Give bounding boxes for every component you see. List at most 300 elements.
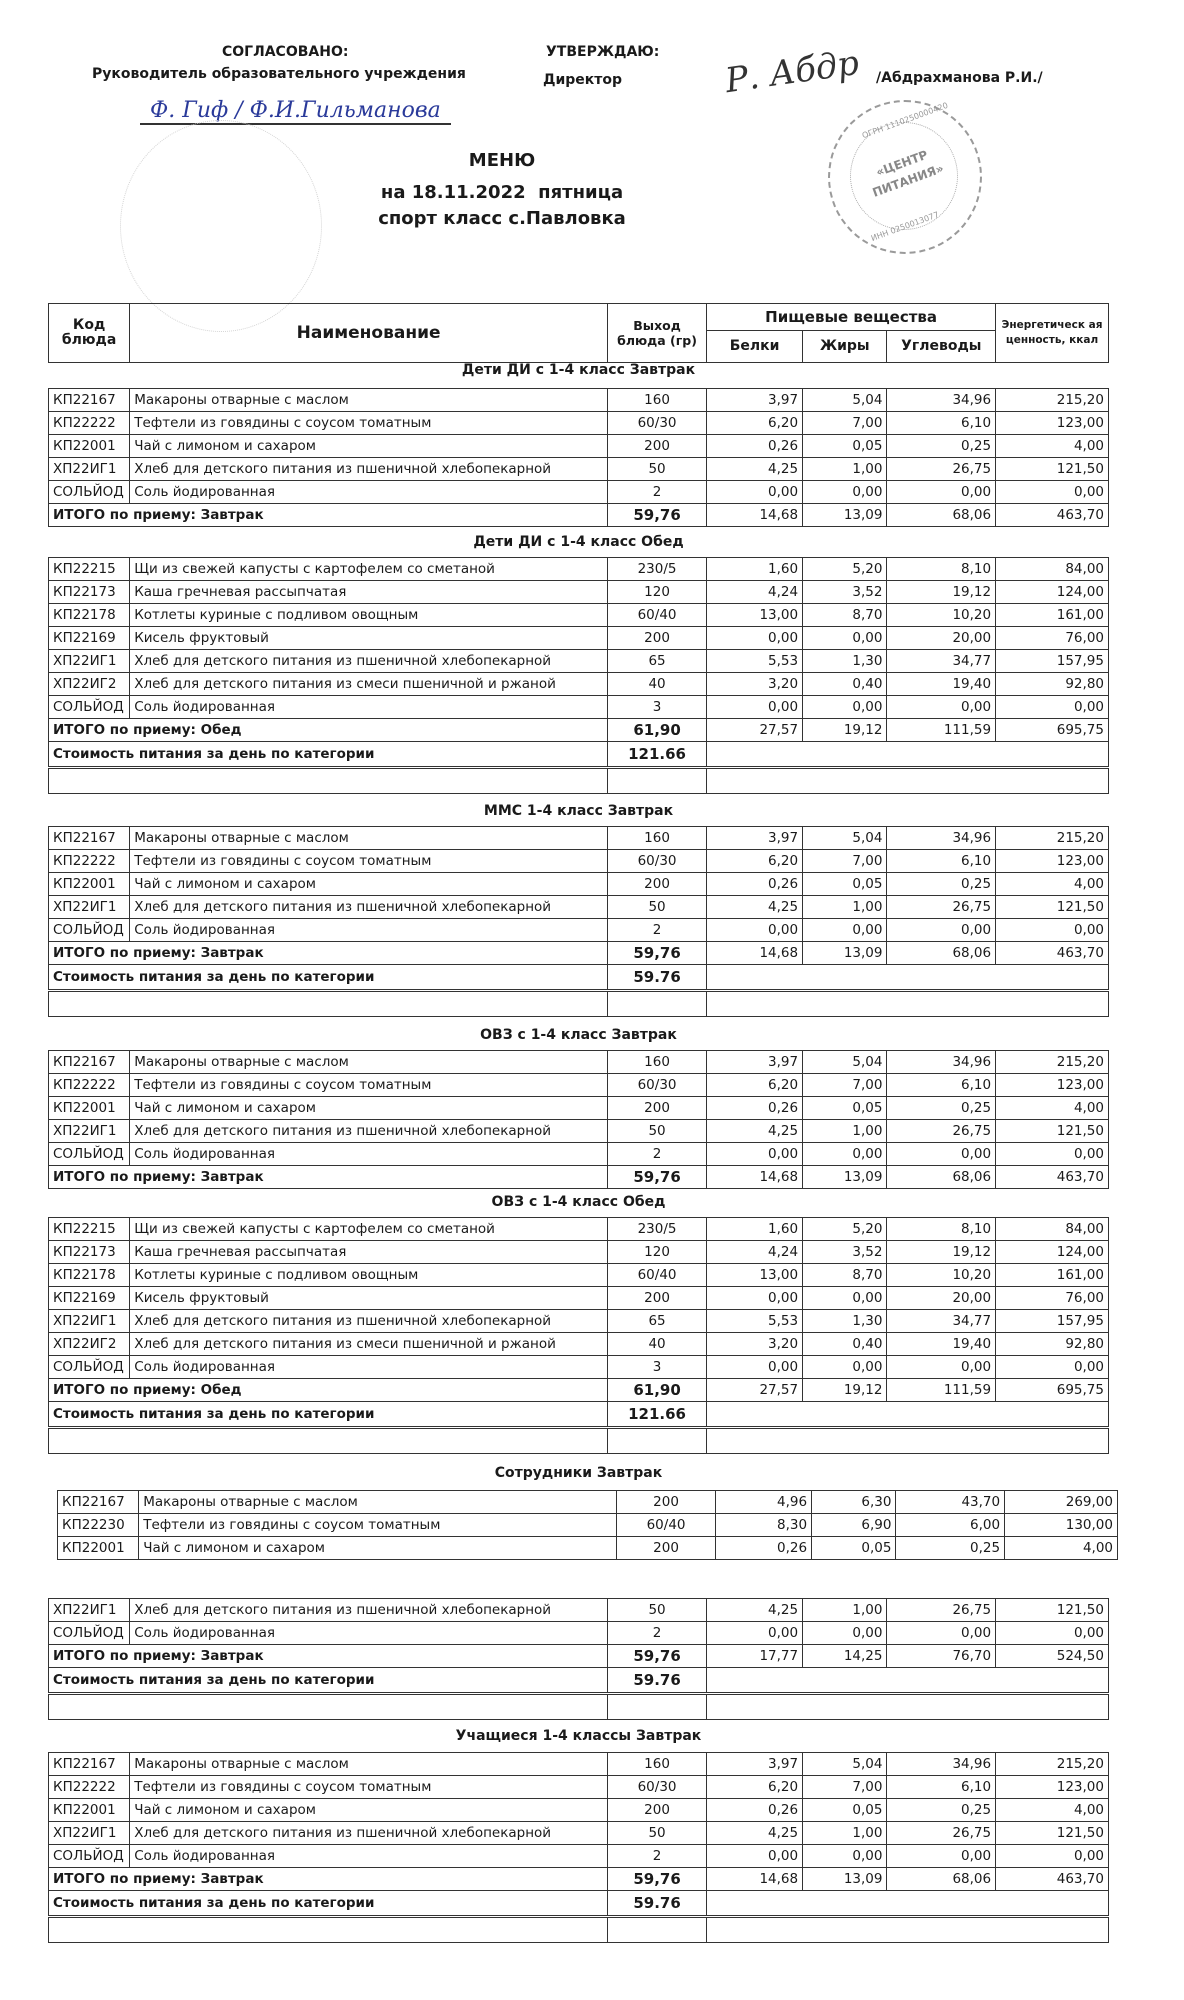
cost-value: 59.76 bbox=[607, 965, 706, 991]
dish-name: Соль йодированная bbox=[130, 1845, 608, 1868]
dish-carbs: 26,75 bbox=[887, 1120, 996, 1143]
dish-energy: 0,00 bbox=[996, 919, 1109, 942]
total-label: ИТОГО по приему: Завтрак bbox=[49, 504, 608, 527]
dish-fat: 0,00 bbox=[803, 919, 887, 942]
dish-carbs: 26,75 bbox=[887, 1599, 996, 1622]
dish-fat: 6,90 bbox=[812, 1514, 896, 1537]
dish-code: КП22001 bbox=[49, 873, 130, 896]
dish-name: Соль йодированная bbox=[130, 696, 608, 719]
dish-output: 50 bbox=[607, 1120, 706, 1143]
total-value: 59,76 bbox=[607, 1166, 706, 1189]
table-row bbox=[49, 696, 1109, 719]
dish-fat: 0,00 bbox=[803, 1622, 887, 1645]
table-row bbox=[49, 1599, 1109, 1622]
dish-code: КП22167 bbox=[49, 389, 130, 412]
dish-energy: 4,00 bbox=[996, 435, 1109, 458]
total-value: 68,06 bbox=[887, 1868, 996, 1891]
dish-code: СОЛЬЙОД bbox=[49, 1143, 130, 1166]
section-title: Учащиеся 1-4 классы Завтрак bbox=[455, 1728, 702, 1744]
dish-code: КП22222 bbox=[49, 850, 130, 873]
total-value: 463,70 bbox=[996, 1868, 1109, 1891]
table-row bbox=[58, 1514, 1118, 1537]
table-row bbox=[49, 389, 1109, 412]
dish-name: Кисель фруктовый bbox=[130, 1287, 608, 1310]
dish-fat: 6,30 bbox=[812, 1491, 896, 1514]
dish-fat: 7,00 bbox=[803, 1074, 887, 1097]
dish-name: Щи из свежей капусты с картофелем со сметаной bbox=[130, 558, 608, 581]
dish-carbs: 19,12 bbox=[887, 581, 996, 604]
dish-code: КП22230 bbox=[58, 1514, 139, 1537]
table-row bbox=[49, 1264, 1109, 1287]
dish-code: КП22222 bbox=[49, 1776, 130, 1799]
dish-carbs: 0,00 bbox=[887, 1845, 996, 1868]
dish-code: ХП22ИГ1 bbox=[49, 896, 130, 919]
dish-fat: 3,52 bbox=[803, 581, 887, 604]
dish-name: Чай с лимоном и сахаром bbox=[139, 1537, 617, 1560]
dish-output: 2 bbox=[607, 481, 706, 504]
dish-energy: 121,50 bbox=[996, 896, 1109, 919]
dish-carbs: 26,75 bbox=[887, 1822, 996, 1845]
dish-carbs: 20,00 bbox=[887, 1287, 996, 1310]
dish-carbs: 34,96 bbox=[887, 1753, 996, 1776]
stamp bbox=[828, 100, 982, 254]
dish-protein: 0,00 bbox=[707, 1356, 803, 1379]
table-row bbox=[49, 1333, 1109, 1356]
dish-fat: 1,00 bbox=[803, 1599, 887, 1622]
dish-output: 40 bbox=[607, 1333, 706, 1356]
dish-name: Чай с лимоном и сахаром bbox=[130, 435, 608, 458]
table-row bbox=[49, 1241, 1109, 1264]
section-table bbox=[48, 557, 1109, 794]
dish-protein: 13,00 bbox=[707, 604, 803, 627]
dish-name: Макароны отварные с маслом bbox=[130, 1753, 608, 1776]
dish-energy: 130,00 bbox=[1005, 1514, 1118, 1537]
dish-energy: 0,00 bbox=[996, 696, 1109, 719]
header-fat: Жиры bbox=[803, 331, 887, 363]
dish-code: СОЛЬЙОД bbox=[49, 1356, 130, 1379]
stamp-ogrn: ОГРН 1110250000420 bbox=[860, 100, 950, 141]
dish-fat: 0,05 bbox=[803, 435, 887, 458]
table-row bbox=[49, 1074, 1109, 1097]
section-title: Сотрудники Завтрак bbox=[494, 1465, 663, 1481]
dish-output: 60/30 bbox=[607, 850, 706, 873]
table-row bbox=[49, 1356, 1109, 1379]
total-value: 111,59 bbox=[887, 719, 996, 742]
dish-energy: 121,50 bbox=[996, 458, 1109, 481]
dish-energy: 157,95 bbox=[996, 1310, 1109, 1333]
dish-carbs: 0,25 bbox=[896, 1537, 1005, 1560]
dish-carbs: 0,00 bbox=[887, 919, 996, 942]
dish-fat: 7,00 bbox=[803, 1776, 887, 1799]
total-value: 27,57 bbox=[707, 719, 803, 742]
dish-name: Хлеб для детского питания из пшеничной хлебопекарной bbox=[130, 458, 608, 481]
section-table bbox=[48, 1752, 1109, 1943]
dish-name: Щи из свежей капусты с картофелем со сметаной bbox=[130, 1218, 608, 1241]
dish-protein: 0,00 bbox=[707, 627, 803, 650]
dish-fat: 0,00 bbox=[803, 696, 887, 719]
table-row bbox=[49, 1218, 1109, 1241]
header-code: Код блюда bbox=[49, 304, 130, 363]
section-table bbox=[48, 1217, 1109, 1454]
dish-name: Котлеты куриные с подливом овощным bbox=[130, 604, 608, 627]
total-value: 68,06 bbox=[887, 1166, 996, 1189]
table-row bbox=[49, 1776, 1109, 1799]
dish-output: 3 bbox=[607, 696, 706, 719]
cost-row bbox=[49, 965, 1109, 991]
dish-fat: 0,05 bbox=[803, 1799, 887, 1822]
table-row bbox=[58, 1491, 1118, 1514]
total-label: ИТОГО по приему: Обед bbox=[49, 1379, 608, 1402]
dish-protein: 5,53 bbox=[707, 650, 803, 673]
dish-protein: 4,24 bbox=[707, 1241, 803, 1264]
total-value: 695,75 bbox=[996, 1379, 1109, 1402]
table-row bbox=[49, 873, 1109, 896]
cost-empty bbox=[707, 1891, 1109, 1917]
dish-fat: 0,05 bbox=[812, 1537, 896, 1560]
dish-code: КП22215 bbox=[49, 558, 130, 581]
dish-output: 50 bbox=[607, 1822, 706, 1845]
dish-output: 160 bbox=[607, 1051, 706, 1074]
dish-protein: 3,20 bbox=[707, 673, 803, 696]
dish-carbs: 0,25 bbox=[887, 1799, 996, 1822]
header-energy: Энергетическ ая ценность, ккал bbox=[996, 304, 1109, 363]
dish-name: Чай с лимоном и сахаром bbox=[130, 1097, 608, 1120]
dish-name: Соль йодированная bbox=[130, 481, 608, 504]
table-row bbox=[49, 412, 1109, 435]
blank-row bbox=[49, 768, 1109, 794]
dish-code: ХП22ИГ1 bbox=[49, 1822, 130, 1845]
table-row bbox=[49, 458, 1109, 481]
dish-name: Макароны отварные с маслом bbox=[130, 389, 608, 412]
section-table bbox=[48, 1050, 1109, 1189]
dish-protein: 4,25 bbox=[707, 896, 803, 919]
section-title: ОВЗ с 1-4 класс Завтрак bbox=[480, 1027, 677, 1043]
table-row bbox=[49, 581, 1109, 604]
dish-energy: 84,00 bbox=[996, 558, 1109, 581]
dish-fat: 5,04 bbox=[803, 827, 887, 850]
dish-energy: 121,50 bbox=[996, 1120, 1109, 1143]
dish-code: КП22222 bbox=[49, 1074, 130, 1097]
dish-name: Тефтели из говядины с соусом томатным bbox=[130, 850, 608, 873]
dish-name: Хлеб для детского питания из пшеничной хлебопекарной bbox=[130, 650, 608, 673]
director-name: /Абдрахманова Р.И./ bbox=[876, 70, 1043, 86]
dish-fat: 1,00 bbox=[803, 458, 887, 481]
dish-name: Хлеб для детского питания из пшеничной хлебопекарной bbox=[130, 1120, 608, 1143]
dish-output: 160 bbox=[607, 389, 706, 412]
dish-code: СОЛЬЙОД bbox=[49, 481, 130, 504]
total-row bbox=[49, 719, 1109, 742]
dish-code: КП22178 bbox=[49, 1264, 130, 1287]
section-title: Дети ДИ с 1-4 класс Завтрак bbox=[461, 362, 696, 378]
total-value: 59,76 bbox=[607, 1868, 706, 1891]
dish-code: КП22222 bbox=[49, 412, 130, 435]
dish-name: Макароны отварные с маслом bbox=[130, 827, 608, 850]
dish-code: КП22167 bbox=[49, 827, 130, 850]
total-value: 111,59 bbox=[887, 1379, 996, 1402]
table-row bbox=[49, 558, 1109, 581]
total-value: 695,75 bbox=[996, 719, 1109, 742]
total-row bbox=[49, 504, 1109, 527]
table-row bbox=[49, 627, 1109, 650]
table-row bbox=[49, 896, 1109, 919]
section-table bbox=[48, 1598, 1109, 1720]
section-table bbox=[48, 826, 1109, 1017]
dish-fat: 1,00 bbox=[803, 1822, 887, 1845]
dish-output: 160 bbox=[607, 827, 706, 850]
table-row bbox=[49, 1822, 1109, 1845]
agreed-role: Руководитель образовательного учреждения bbox=[92, 66, 466, 82]
dish-name: Соль йодированная bbox=[130, 919, 608, 942]
dish-protein: 0,00 bbox=[707, 1143, 803, 1166]
blank-row bbox=[49, 1694, 1109, 1720]
dish-code: КП22167 bbox=[49, 1753, 130, 1776]
dish-code: СОЛЬЙОД bbox=[49, 1845, 130, 1868]
agreed-signature: Ф. Гиф / Ф.И.Гильманова bbox=[140, 98, 451, 125]
total-value: 76,70 bbox=[887, 1645, 996, 1668]
stamp-text: «ЦЕНТР ПИТАНИЯ» bbox=[870, 147, 946, 200]
dish-energy: 215,20 bbox=[996, 827, 1109, 850]
dish-protein: 4,25 bbox=[707, 1822, 803, 1845]
dish-output: 2 bbox=[607, 919, 706, 942]
dish-energy: 84,00 bbox=[996, 1218, 1109, 1241]
dish-output: 60/30 bbox=[607, 1074, 706, 1097]
dish-carbs: 26,75 bbox=[887, 896, 996, 919]
total-value: 59,76 bbox=[607, 504, 706, 527]
total-value: 13,09 bbox=[803, 1166, 887, 1189]
dish-carbs: 0,00 bbox=[887, 1622, 996, 1645]
dish-protein: 3,97 bbox=[707, 1753, 803, 1776]
dish-fat: 5,20 bbox=[803, 558, 887, 581]
dish-name: Каша гречневая рассыпчатая bbox=[130, 581, 608, 604]
cost-row bbox=[49, 742, 1109, 768]
dish-name: Хлеб для детского питания из смеси пшеничной и ржаной bbox=[130, 1333, 608, 1356]
dish-code: КП22167 bbox=[49, 1051, 130, 1074]
approve-role: Директор bbox=[543, 72, 623, 88]
dish-carbs: 26,75 bbox=[887, 458, 996, 481]
dish-code: КП22001 bbox=[49, 1799, 130, 1822]
dish-output: 200 bbox=[607, 1799, 706, 1822]
dish-name: Соль йодированная bbox=[130, 1356, 608, 1379]
total-label: ИТОГО по приему: Обед bbox=[49, 719, 608, 742]
dish-output: 230/5 bbox=[607, 558, 706, 581]
dish-name: Соль йодированная bbox=[130, 1143, 608, 1166]
cost-label: Стоимость питания за день по категории bbox=[49, 1891, 608, 1917]
cost-empty bbox=[707, 965, 1109, 991]
table-row bbox=[49, 919, 1109, 942]
dish-code: ХП22ИГ1 bbox=[49, 1599, 130, 1622]
total-label: ИТОГО по приему: Завтрак bbox=[49, 1645, 608, 1668]
dish-name: Чай с лимоном и сахаром bbox=[130, 873, 608, 896]
dish-protein: 0,00 bbox=[707, 1845, 803, 1868]
dish-carbs: 6,10 bbox=[887, 412, 996, 435]
dish-code: КП22173 bbox=[49, 1241, 130, 1264]
dish-name: Хлеб для детского питания из пшеничной хлебопекарной bbox=[130, 1822, 608, 1845]
total-value: 13,09 bbox=[803, 942, 887, 965]
table-row bbox=[58, 1537, 1118, 1560]
dish-code: КП22173 bbox=[49, 581, 130, 604]
dish-protein: 3,97 bbox=[707, 389, 803, 412]
menu-table-header bbox=[48, 303, 1109, 363]
dish-output: 60/40 bbox=[616, 1514, 715, 1537]
cost-label: Стоимость питания за день по категории bbox=[49, 742, 608, 768]
dish-protein: 4,24 bbox=[707, 581, 803, 604]
total-value: 13,09 bbox=[803, 504, 887, 527]
table-row bbox=[49, 1097, 1109, 1120]
section-title: Дети ДИ с 1-4 класс Обед bbox=[473, 534, 684, 550]
dish-output: 50 bbox=[607, 1599, 706, 1622]
approve-label: УТВЕРЖДАЮ: bbox=[546, 44, 660, 60]
dish-name: Каша гречневая рассыпчатая bbox=[130, 1241, 608, 1264]
dish-name: Тефтели из говядины с соусом томатным bbox=[130, 1074, 608, 1097]
dish-carbs: 20,00 bbox=[887, 627, 996, 650]
dish-protein: 4,96 bbox=[716, 1491, 812, 1514]
dish-output: 200 bbox=[607, 435, 706, 458]
dish-fat: 8,70 bbox=[803, 1264, 887, 1287]
dish-carbs: 6,10 bbox=[887, 850, 996, 873]
total-value: 463,70 bbox=[996, 1166, 1109, 1189]
dish-energy: 124,00 bbox=[996, 581, 1109, 604]
blank-row bbox=[49, 991, 1109, 1017]
dish-code: КП22001 bbox=[49, 1097, 130, 1120]
dish-fat: 5,20 bbox=[803, 1218, 887, 1241]
total-value: 59,76 bbox=[607, 942, 706, 965]
dish-protein: 4,25 bbox=[707, 1120, 803, 1143]
dish-carbs: 43,70 bbox=[896, 1491, 1005, 1514]
dish-code: КП22001 bbox=[49, 435, 130, 458]
dish-energy: 0,00 bbox=[996, 481, 1109, 504]
dish-energy: 123,00 bbox=[996, 1776, 1109, 1799]
dish-carbs: 34,96 bbox=[887, 827, 996, 850]
total-row bbox=[49, 1868, 1109, 1891]
cost-label: Стоимость питания за день по категории bbox=[49, 965, 608, 991]
cost-value: 121.66 bbox=[607, 1402, 706, 1428]
cost-row bbox=[49, 1891, 1109, 1917]
total-row bbox=[49, 1645, 1109, 1668]
dish-output: 60/40 bbox=[607, 1264, 706, 1287]
dish-output: 2 bbox=[607, 1622, 706, 1645]
blank-row bbox=[49, 1428, 1109, 1454]
dish-name: Хлеб для детского питания из пшеничной хлебопекарной bbox=[130, 896, 608, 919]
total-value: 59,76 bbox=[607, 1645, 706, 1668]
table-row bbox=[49, 1845, 1109, 1868]
dish-protein: 6,20 bbox=[707, 412, 803, 435]
dish-protein: 1,60 bbox=[707, 558, 803, 581]
dish-energy: 4,00 bbox=[996, 873, 1109, 896]
table-row bbox=[49, 1051, 1109, 1074]
dish-fat: 3,52 bbox=[803, 1241, 887, 1264]
total-row bbox=[49, 1379, 1109, 1402]
dish-energy: 157,95 bbox=[996, 650, 1109, 673]
dish-carbs: 34,77 bbox=[887, 650, 996, 673]
table-row bbox=[49, 481, 1109, 504]
header-nutrients: Пищевые вещества bbox=[707, 304, 996, 331]
section-title: ММС 1-4 класс Завтрак bbox=[483, 803, 674, 819]
total-value: 61,90 bbox=[607, 1379, 706, 1402]
dish-carbs: 0,25 bbox=[887, 1097, 996, 1120]
dish-carbs: 19,40 bbox=[887, 673, 996, 696]
table-row bbox=[49, 827, 1109, 850]
dish-fat: 0,00 bbox=[803, 1287, 887, 1310]
dish-fat: 1,30 bbox=[803, 1310, 887, 1333]
dish-name: Чай с лимоном и сахаром bbox=[130, 1799, 608, 1822]
dish-protein: 5,53 bbox=[707, 1310, 803, 1333]
dish-fat: 5,04 bbox=[803, 1753, 887, 1776]
total-value: 14,25 bbox=[803, 1645, 887, 1668]
cost-row bbox=[49, 1402, 1109, 1428]
dish-output: 50 bbox=[607, 896, 706, 919]
table-row bbox=[49, 1622, 1109, 1645]
dish-output: 2 bbox=[607, 1845, 706, 1868]
dish-energy: 4,00 bbox=[1005, 1537, 1118, 1560]
dish-protein: 0,26 bbox=[707, 435, 803, 458]
dish-carbs: 8,10 bbox=[887, 1218, 996, 1241]
dish-protein: 0,00 bbox=[707, 919, 803, 942]
total-value: 61,90 bbox=[607, 719, 706, 742]
dish-output: 60/30 bbox=[607, 1776, 706, 1799]
dish-name: Макароны отварные с маслом bbox=[130, 1051, 608, 1074]
dish-carbs: 0,25 bbox=[887, 873, 996, 896]
dish-output: 2 bbox=[607, 1143, 706, 1166]
dish-fat: 8,70 bbox=[803, 604, 887, 627]
dish-protein: 0,00 bbox=[707, 481, 803, 504]
dish-output: 160 bbox=[607, 1753, 706, 1776]
total-value: 17,77 bbox=[707, 1645, 803, 1668]
dish-carbs: 34,77 bbox=[887, 1310, 996, 1333]
total-value: 13,09 bbox=[803, 1868, 887, 1891]
dish-protein: 3,97 bbox=[707, 1051, 803, 1074]
dish-name: Тефтели из говядины с соусом томатным bbox=[139, 1514, 617, 1537]
agreed-label: СОГЛАСОВАНО: bbox=[222, 44, 349, 60]
dish-protein: 3,20 bbox=[707, 1333, 803, 1356]
table-row bbox=[49, 1310, 1109, 1333]
dish-protein: 13,00 bbox=[707, 1264, 803, 1287]
dish-carbs: 34,96 bbox=[887, 1051, 996, 1074]
total-value: 19,12 bbox=[803, 719, 887, 742]
dish-carbs: 10,20 bbox=[887, 1264, 996, 1287]
dish-carbs: 0,00 bbox=[887, 696, 996, 719]
dish-code: ХП22ИГ1 bbox=[49, 1120, 130, 1143]
dish-fat: 0,00 bbox=[803, 1845, 887, 1868]
header-protein: Белки bbox=[707, 331, 803, 363]
total-value: 463,70 bbox=[996, 504, 1109, 527]
dish-output: 120 bbox=[607, 1241, 706, 1264]
faint-stamp-mark bbox=[120, 120, 322, 332]
dish-output: 200 bbox=[607, 873, 706, 896]
menu-date: на 18.11.2022 пятница bbox=[380, 182, 624, 203]
dish-code: СОЛЬЙОД bbox=[49, 1622, 130, 1645]
director-signature: Р. Абдр bbox=[722, 42, 862, 102]
section-table bbox=[48, 388, 1109, 527]
total-row bbox=[49, 942, 1109, 965]
dish-energy: 76,00 bbox=[996, 627, 1109, 650]
dish-energy: 0,00 bbox=[996, 1143, 1109, 1166]
header-carbs: Углеводы bbox=[887, 331, 996, 363]
dish-protein: 0,26 bbox=[716, 1537, 812, 1560]
cost-row bbox=[49, 1668, 1109, 1694]
dish-output: 3 bbox=[607, 1356, 706, 1379]
dish-protein: 3,97 bbox=[707, 827, 803, 850]
dish-carbs: 10,20 bbox=[887, 604, 996, 627]
dish-energy: 123,00 bbox=[996, 1074, 1109, 1097]
total-value: 14,68 bbox=[707, 1868, 803, 1891]
dish-protein: 8,30 bbox=[716, 1514, 812, 1537]
dish-code: КП22178 bbox=[49, 604, 130, 627]
dish-fat: 5,04 bbox=[803, 1051, 887, 1074]
dish-code: ХП22ИГ1 bbox=[49, 650, 130, 673]
dish-fat: 0,05 bbox=[803, 1097, 887, 1120]
header-name: Наименование bbox=[130, 304, 608, 363]
dish-energy: 4,00 bbox=[996, 1799, 1109, 1822]
